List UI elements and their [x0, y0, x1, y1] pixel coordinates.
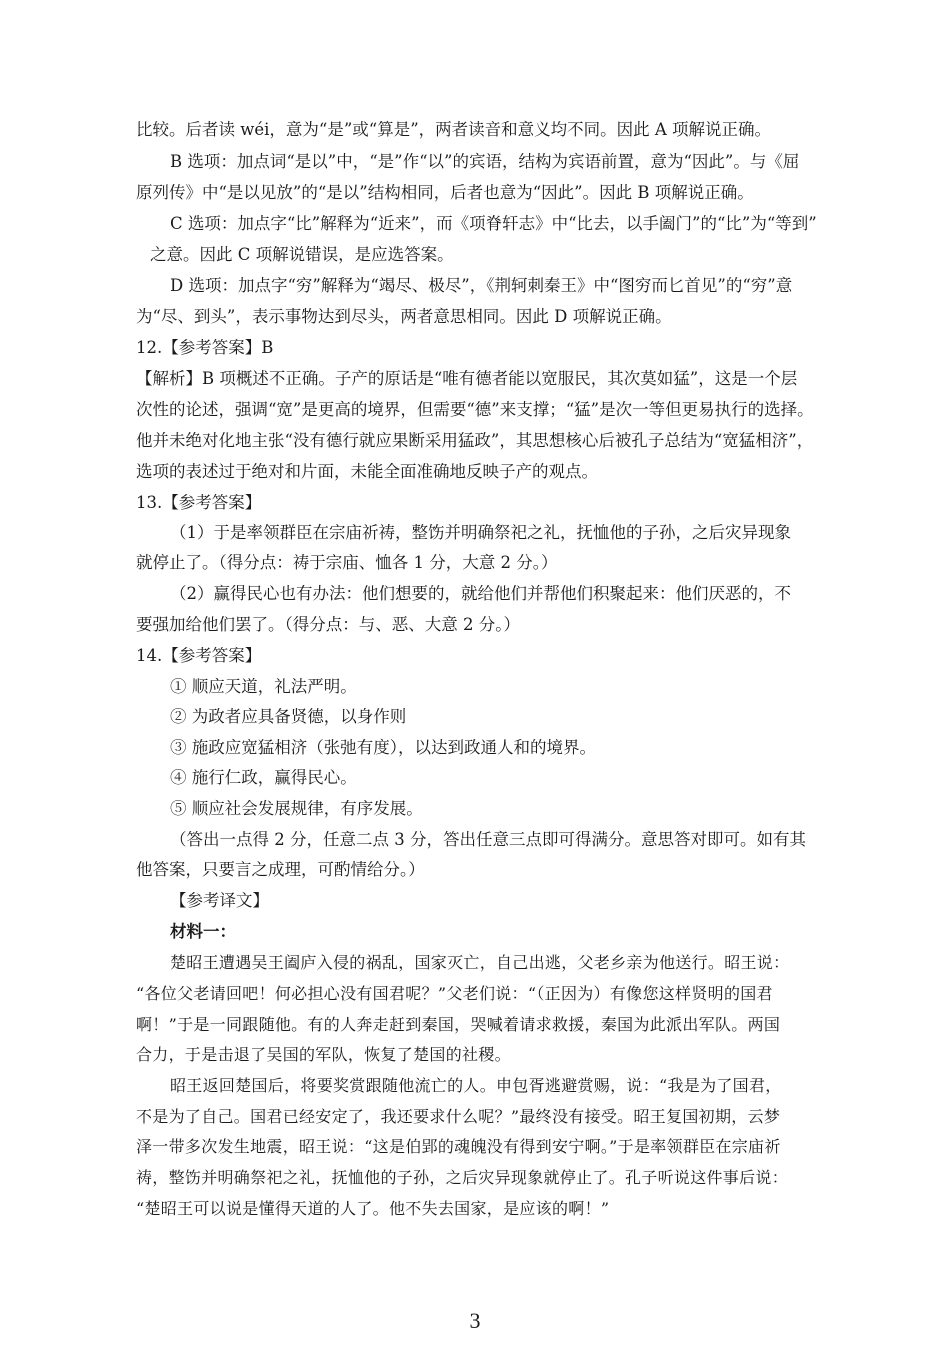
section-heading: 材料一：	[170, 922, 236, 941]
translation-line: 合力，于是击退了吴国的军队，恢复了楚国的社稷。	[136, 1045, 511, 1064]
text-line: （答出一点得 2 分，任意二点 3 分，答出任意三点即可得满分。意思答对即可。如有其	[170, 830, 806, 849]
list-item: ④ 施行仁政，赢得民心。	[170, 768, 357, 787]
text-line: 他答案，只要言之成理，可酌情给分。）	[136, 860, 425, 879]
list-item: ⑤ 顺应社会发展规律，有序发展。	[170, 799, 423, 818]
text-line: 选项的表述过于绝对和片面，未能全面准确地反映子产的观点。	[136, 462, 598, 481]
translation-line: 不是为了自己。国君已经安定了，我还要求什么呢？”最终没有接受。昭王复国初期，云梦	[136, 1107, 781, 1126]
list-item: ① 顺应天道，礼法严明。	[170, 677, 357, 696]
text-line: （2）赢得民心也有办法：他们想要的，就给他们并帮他们积聚起来：他们厌恶的，不	[170, 584, 791, 603]
translation-line: “各位父老请回吧！何必担心没有国君呢？”父老们说：“（正因为）有像您这样贤明的国君	[136, 984, 773, 1003]
question-heading: 14.【参考答案】	[136, 646, 262, 665]
text-line: 【解析】B 项概述不正确。子产的原话是“唯有德者能以宽服民，其次莫如猛”，这是一个层	[136, 369, 798, 388]
text-line: C 选项：加点字“比”解释为“近来”，而《项脊轩志》中“比去，以手阖门”的“比”为“等到”	[170, 214, 817, 233]
translation-line: 祷，整饬并明确祭祀之礼，抚恤他的子孙，之后灾异现象就停止了。孔子听说这件事后说：	[136, 1168, 789, 1187]
section-heading: 【参考译文】	[170, 891, 269, 910]
translation-line: 楚昭王遭遇吴王阖庐入侵的祸乱，国家灭亡，自己出逃，父老乡亲为他送行。昭王说：	[170, 953, 790, 972]
text-line: 原列传》中“是以见放”的“是以”结构相同，后者也意为“因此”。因此 B 项解说正确。	[136, 183, 754, 202]
text-line: （1）于是率领群臣在宗庙祈祷，整饬并明确祭祀之礼，抚恤他的子孙，之后灾异现象	[170, 523, 791, 542]
text-line: 为“尽、到头”，表示事物达到尽头，两者意思相同。因此 D 项解说正确。	[136, 307, 672, 326]
text-line: D 选项：加点字“穷”解释为“竭尽、极尽”，《荆轲刺秦王》中“图穷而匕首见”的“穷”意	[170, 276, 793, 295]
question-heading: 13.【参考答案】	[136, 493, 262, 512]
text-line: B 选项：加点词“是以”中，“是”作“以”的宾语，结构为宾语前置，意为“因此”。与《屈	[170, 152, 800, 171]
translation-line: “楚昭王可以说是懂得天道的人了。他不失去国家，是应该的啊！”	[136, 1199, 610, 1218]
text-line: 就停止了。（得分点：祷于宗庙、恤各 1 分，大意 2 分。）	[136, 553, 558, 572]
translation-line: 昭王返回楚国后，将要奖赏跟随他流亡的人。申包胥逃避赏赐，说：“我是为了国君，	[170, 1076, 782, 1095]
text-line: 要强加给他们罢了。（得分点：与、恶、大意 2 分。）	[136, 615, 520, 634]
list-item: ③ 施政应宽猛相济（张弛有度），以达到政通人和的境界。	[170, 738, 596, 757]
text-line: 之意。因此 C 项解说错误，是应选答案。	[150, 245, 454, 264]
translation-line: 泽一带多次发生地震，昭王说：“这是伯郢的魂魄没有得到安宁啊。”于是率领群臣在宗庙祈	[136, 1137, 781, 1156]
question-heading: 12.【参考答案】B	[136, 338, 274, 357]
text-line: 他并未绝对化地主张“没有德行就应果断采用猛政”，其思想核心后被孔子总结为“宽猛相济”，	[136, 431, 814, 450]
page-number: 3	[469, 1308, 481, 1333]
text-line: 比较。后者读 wéi，意为“是”或“算是”，两者读音和意义均不同。因此 A 项解说正确。	[136, 120, 772, 139]
list-item: ② 为政者应具备贤德，以身作则	[170, 707, 407, 726]
translation-line: 啊！”于是一同跟随他。有的人奔走赶到秦国，哭喊着请求救援，秦国为此派出军队。两国	[136, 1015, 781, 1034]
text-line: 次性的论述，强调“宽”是更高的境界，但需要“德”来支撑；“猛”是次一等但更易执行的选择。	[136, 400, 814, 419]
